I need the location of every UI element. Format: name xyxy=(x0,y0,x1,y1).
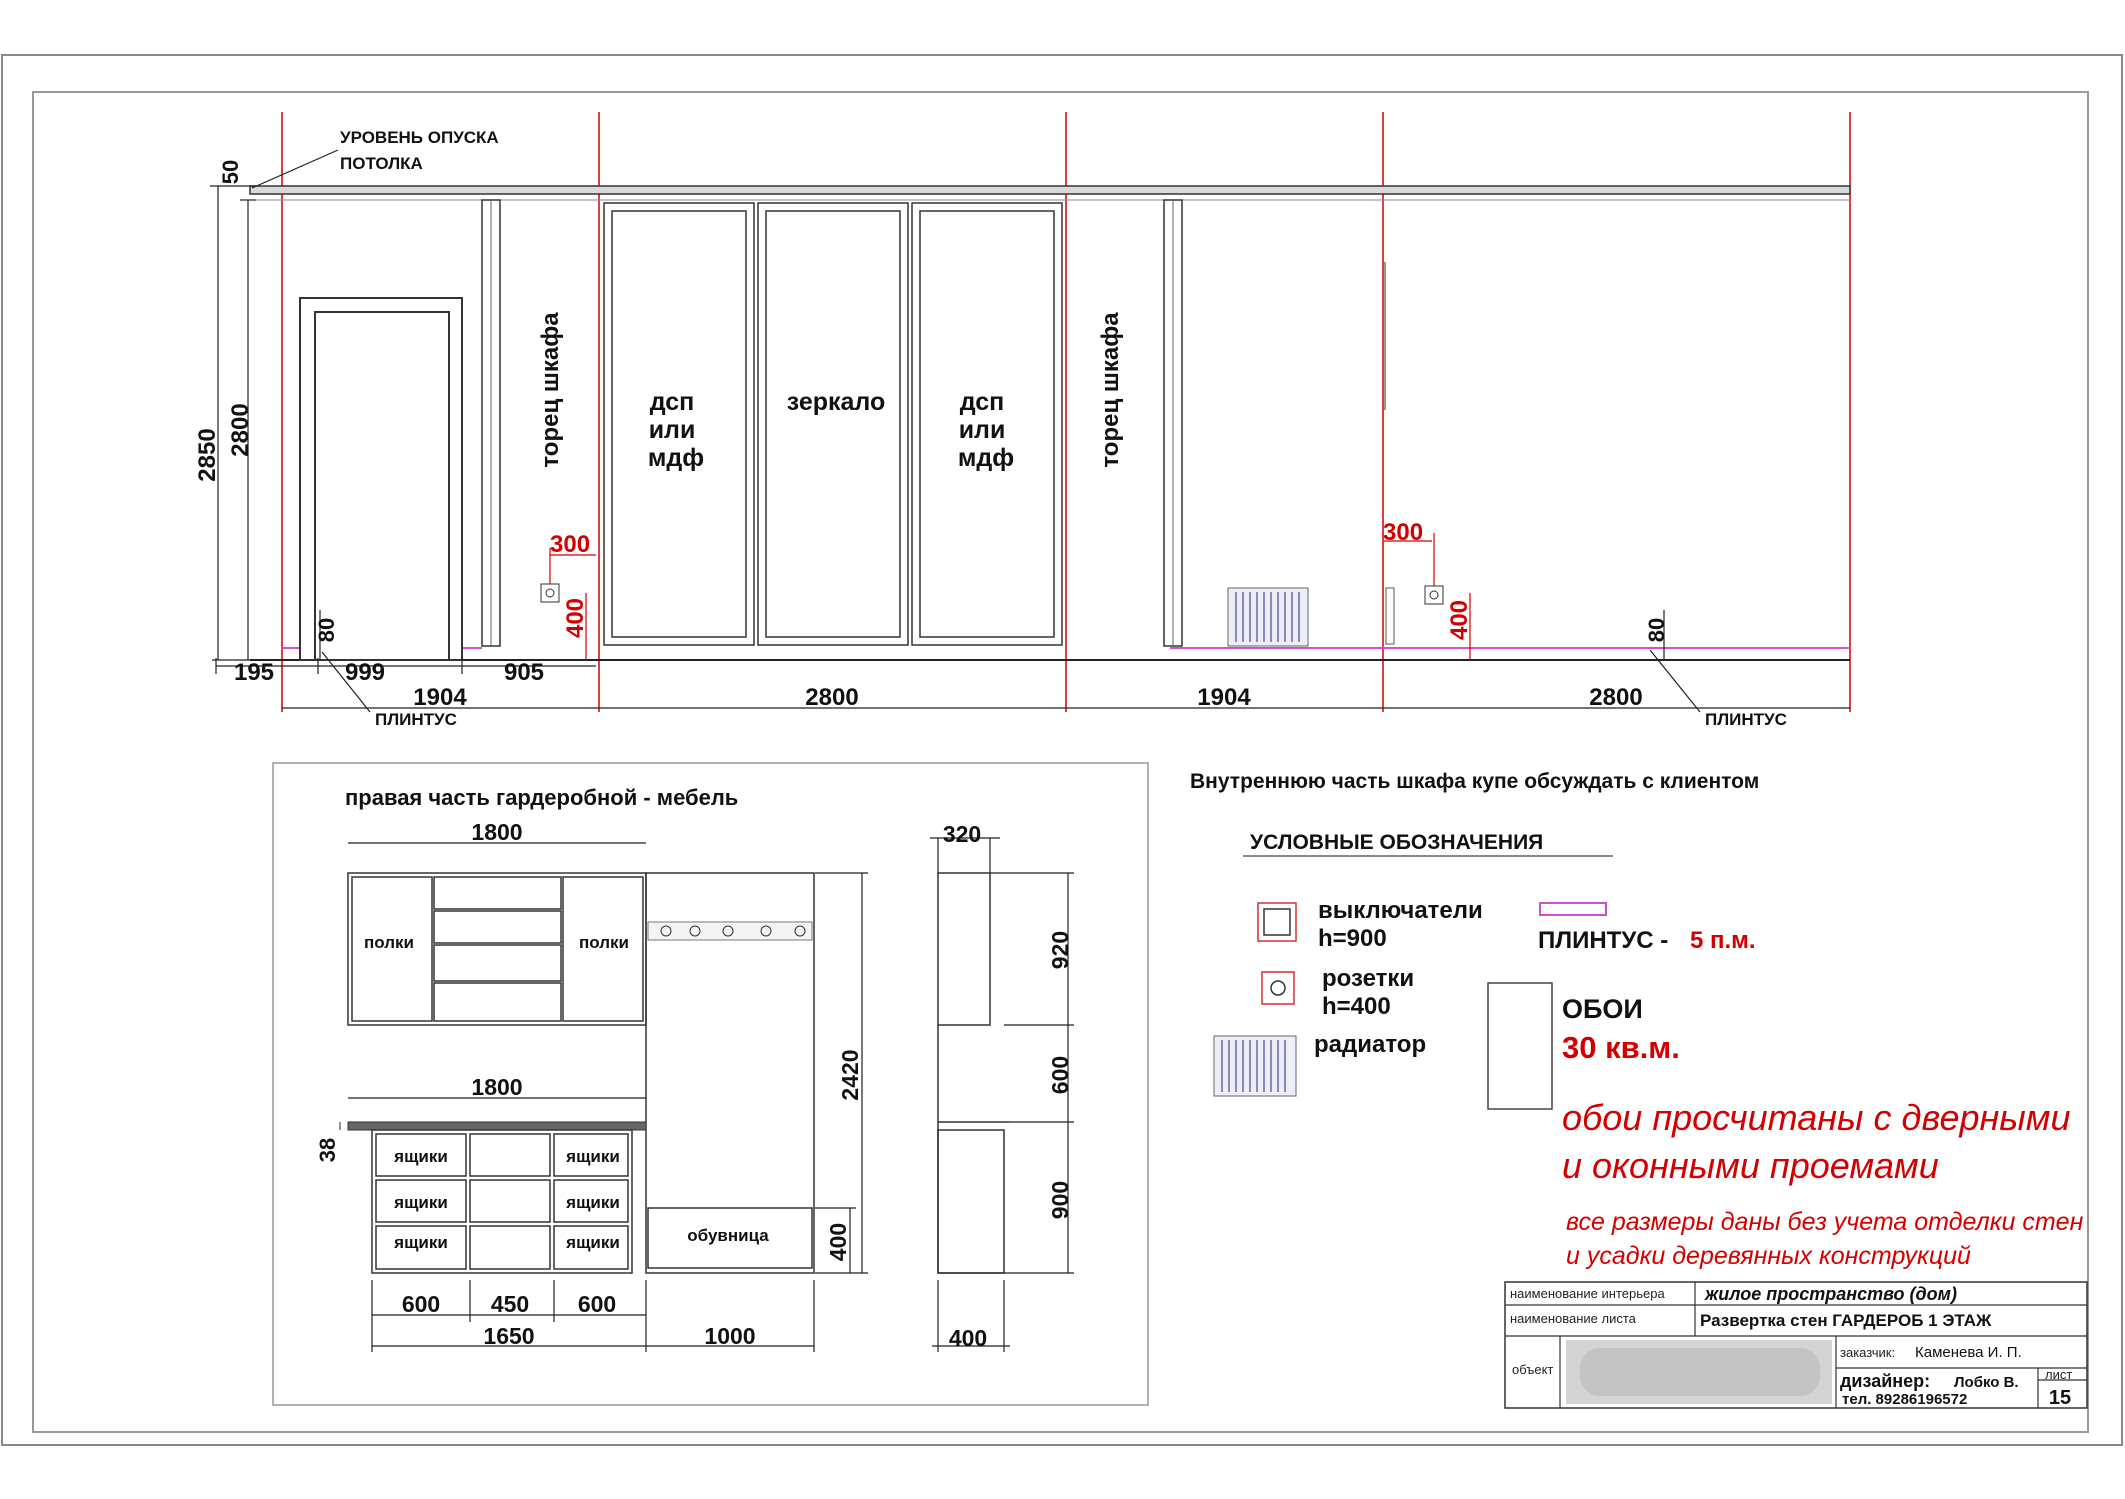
dim-side-depth-top: 320 xyxy=(942,821,982,847)
interior-label: наименование интерьера xyxy=(1510,1286,1665,1301)
ceiling-drop xyxy=(250,186,1850,194)
wallpaper-value: 30 кв.м. xyxy=(1562,1030,1680,1065)
dim-ceiling-drop: 50 xyxy=(218,159,243,185)
side-view xyxy=(938,873,1010,1273)
page-label: лист xyxy=(2045,1367,2073,1382)
size-note-line1: все размеры даны без учета отделки стен xyxy=(1566,1208,2084,1236)
dim-bottom-2: 999 xyxy=(344,659,386,686)
drawers-label: ящики xyxy=(566,1147,620,1166)
designer-label: дизайнер: xyxy=(1840,1371,1931,1391)
shelves-label-right: полки xyxy=(579,933,629,952)
designer-value: Лобко В. xyxy=(1954,1374,2019,1391)
drawers-label: ящики xyxy=(394,1193,448,1212)
sheet-value: Развертка стен ГАРДЕРОБ 1 ЭТАЖ xyxy=(1700,1311,1992,1330)
panel-left-line1: дсп xyxy=(649,388,695,416)
wall-width-3: 1904 xyxy=(1197,684,1251,711)
socket-height-right: 400 xyxy=(1446,599,1473,641)
socket-offset-right: 300 xyxy=(1383,519,1424,546)
drawers-label: ящики xyxy=(394,1233,448,1252)
socket-icon xyxy=(541,584,559,602)
dim-drawer-2: 450 xyxy=(490,1291,530,1317)
dim-bottom-1: 195 xyxy=(233,659,275,686)
dim-side-depth-bottom: 400 xyxy=(948,1325,988,1351)
panel-left-line3: мдф xyxy=(647,444,705,472)
drawers-label: ящики xyxy=(394,1147,448,1166)
object-label: объект xyxy=(1512,1362,1554,1377)
switch-height: h=900 xyxy=(1318,925,1387,952)
interior-value: жилое пространство (дом) xyxy=(1705,1284,1957,1304)
socket-legend-icon xyxy=(1262,972,1294,1004)
dim-shoe-rack-height: 400 xyxy=(825,1222,851,1262)
plinth-legend-icon xyxy=(1540,903,1606,915)
dim-total-height: 2420 xyxy=(837,1049,863,1101)
dim-bottom-3: 905 xyxy=(503,659,545,686)
door-leaf xyxy=(315,312,449,660)
dim-side-section-2: 600 xyxy=(1047,1055,1073,1095)
dim-drawer-3: 600 xyxy=(577,1291,617,1317)
notes-and-legend xyxy=(1190,770,2084,1270)
client-note: Внутреннюю часть шкафа купе обсуждать с клиентом xyxy=(1190,770,1760,793)
wardrobe-end-label-right: торец шкафа xyxy=(1097,312,1124,468)
wallpaper-note-line1: обои просчитаны с дверными xyxy=(1562,1097,2071,1138)
drawers-label: ящики xyxy=(566,1193,620,1212)
dim-side-width: 1000 xyxy=(704,1323,756,1349)
radiator-legend-icon xyxy=(1214,1036,1296,1096)
socket-label: розетки xyxy=(1322,965,1415,992)
wallpaper-legend-icon xyxy=(1488,983,1552,1109)
title-block xyxy=(1505,1282,2087,1409)
dim-counter-width: 1800 xyxy=(471,1074,523,1100)
page-number: 15 xyxy=(2048,1387,2072,1409)
wall-width-2: 2800 xyxy=(805,684,859,711)
radiator-label: радиатор xyxy=(1314,1031,1427,1058)
wallpaper-label: ОБОИ xyxy=(1562,994,1643,1024)
panel-right-line1: дсп xyxy=(959,388,1005,416)
panel-left-line2: или xyxy=(648,416,696,444)
plinth-legend-value: 5 п.м. xyxy=(1690,927,1756,954)
hook-rail xyxy=(648,922,812,940)
panel-right-line3: мдф xyxy=(957,444,1015,472)
panel-mirror-label: зеркало xyxy=(786,388,886,416)
plinth-legend-label: ПЛИНТУС - xyxy=(1538,927,1669,954)
socket-height-left: 400 xyxy=(562,597,589,639)
plinth-height-right: 80 xyxy=(1644,617,1669,643)
radiator-icon xyxy=(1228,588,1308,646)
dim-side-section-1: 920 xyxy=(1047,930,1073,970)
furniture-panel xyxy=(273,763,1148,1405)
wardrobe-end-label-left: торец шкафа xyxy=(537,312,564,468)
wallpaper-note-line2: и оконными проемами xyxy=(1562,1145,1939,1186)
client-label: заказчик: xyxy=(1840,1345,1896,1360)
switch-label: выключатели xyxy=(1318,897,1483,924)
dim-side-section-3: 900 xyxy=(1047,1180,1073,1220)
plinth-height-left: 80 xyxy=(314,617,339,643)
sheet-label: наименование листа xyxy=(1510,1311,1636,1326)
plinth-label-right: ПЛИНТУС xyxy=(1705,710,1787,729)
dim-bottom-total: 1650 xyxy=(483,1323,535,1349)
countertop xyxy=(348,1122,646,1130)
dim-height-total: 2850 xyxy=(194,428,221,482)
socket-icon xyxy=(1425,586,1443,604)
shoe-rack-label: обувница xyxy=(687,1226,769,1245)
dim-counter-thickness: 38 xyxy=(315,1137,340,1163)
shelves-label-left: полки xyxy=(364,933,414,952)
drawers-label: ящики xyxy=(566,1233,620,1252)
door-frame xyxy=(300,298,462,660)
wall-width-4: 2800 xyxy=(1589,684,1643,711)
client-value: Каменева И. П. xyxy=(1915,1344,2022,1361)
ceiling-label-line1: УРОВЕНЬ ОПУСКА xyxy=(340,128,499,147)
pipe-riser xyxy=(1386,588,1394,644)
size-note-line2: и усадки деревянных конструкций xyxy=(1566,1242,1971,1270)
dim-height-room: 2800 xyxy=(227,403,254,457)
socket-height: h=400 xyxy=(1322,993,1391,1020)
panel-right-line2: или xyxy=(958,416,1006,444)
legend-title: УСЛОВНЫЕ ОБОЗНАЧЕНИЯ xyxy=(1250,831,1544,854)
socket-offset-left: 300 xyxy=(550,531,591,558)
furniture-title: правая часть гардеробной - мебель xyxy=(345,785,739,810)
dim-drawer-1: 600 xyxy=(401,1291,441,1317)
wall-elevation xyxy=(194,112,1850,729)
plinth-label-left: ПЛИНТУС xyxy=(375,710,457,729)
phone: тел. 89286196572 xyxy=(1842,1391,1968,1408)
dim-top-width: 1800 xyxy=(471,819,523,845)
ceiling-label-line2: ПОТОЛКА xyxy=(340,154,423,173)
wall-width-1: 1904 xyxy=(413,684,467,711)
